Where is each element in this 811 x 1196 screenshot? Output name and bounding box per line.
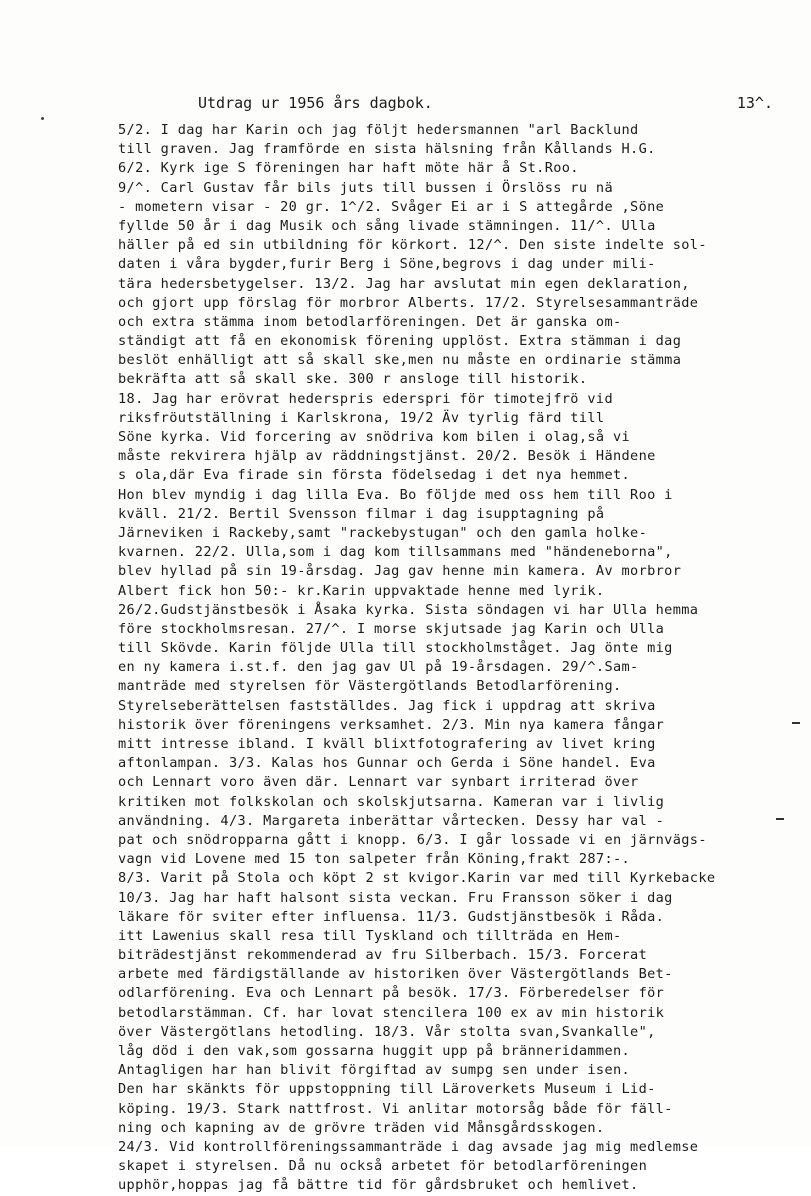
text-line: ning och kapning av de grövre träden vid Månsgårdsskogen. bbox=[118, 1119, 605, 1136]
page-title: Utdrag ur 1956 års dagbok. bbox=[198, 94, 433, 112]
text-line: Söne kyrka. Vid forcering av snödriva kom bilen i olag,så vi bbox=[118, 429, 631, 445]
text-line: odlarförening. Eva och Lennart på besök. 17/3. Förberedelser för bbox=[118, 985, 665, 1002]
text-line: riksfröutställning i Karlskrona, 19/2 Äv tyrlig färd till bbox=[118, 409, 605, 426]
text-line: och Lennart voro även där. Lennart var synbart irriterad över bbox=[118, 774, 639, 791]
text-line: användning. 4/3. Margareta inberättar vårtecken. Dessy har val - bbox=[118, 812, 665, 829]
text-line: en ny kamera i.st.f. den jag gav Ul på 19-årsdagen. 29/^.Sam- bbox=[118, 659, 639, 676]
page-number: 13^. bbox=[736, 94, 773, 112]
text-line: fyllde 50 år i dag Musik och sång livade stämningen. 11/^. Ulla bbox=[118, 217, 656, 234]
text-line: 6/2. Kyrk ige S föreningen har haft möte här å St.Roo. bbox=[118, 160, 579, 177]
text-line: arbete med färdigställande av historiken över Västergötlands Bet- bbox=[118, 966, 673, 983]
text-line: biträdestjänst rekommenderad av fru Silberbach. 15/3. Forcerat bbox=[118, 947, 648, 964]
text-line: låg död i den vak,som gossarna huggit upp på bränneridammen. bbox=[118, 1043, 631, 1059]
page-header bbox=[198, 92, 773, 114]
text-line: och gjort upp förslag för morbror Alberts. 17/2. Styrelsesammanträde bbox=[118, 294, 699, 311]
margin-dot bbox=[41, 117, 44, 120]
text-line: 10/3. Jag har haft halsont sista veckan. Fru Fransson söker i dag bbox=[118, 889, 673, 906]
text-line: 5/2. I dag har Karin och jag följt hedersmannen "arl Backlund bbox=[118, 122, 639, 138]
text-line: 9/^. Carl Gustav får bils juts till bussen i Örslöss ru nä bbox=[118, 179, 613, 196]
text-line: till graven. Jag framförde en sista hälsning från Kållands H.G. bbox=[118, 141, 656, 158]
text-line: Järneviken i Rackeby,samt "rackebystugan" och den gamla holke- bbox=[118, 524, 648, 541]
text-line: 26/2.Gudstjänstbesök i Åsaka kyrka. Sista söndagen vi har Ulla hemma bbox=[118, 601, 699, 618]
text-line: kritiken mot folkskolan och skolskjutsarna. Kameran var i livlig bbox=[118, 793, 665, 810]
text-line: köping. 19/3. Stark nattfrost. Vi anlitar motorsåg både för fäll- bbox=[118, 1100, 673, 1117]
text-line: ständigt att få en ekonomisk förening upplöst. Extra stämman i dag bbox=[118, 333, 682, 350]
diary-text bbox=[118, 121, 808, 1196]
text-line: kväll. 21/2. Bertil Svensson filmar i dag isupptagning på bbox=[118, 505, 605, 522]
text-line: upphör,hoppas jag få bättre tid för gårdsbruket och hemlivet. bbox=[118, 1177, 639, 1194]
text-line: över Västergötlans hetodling. 18/3. Vår stolta svan,Svankalle", bbox=[118, 1023, 656, 1040]
text-line: Albert fick hon 50:- kr.Karin uppvaktade henne med lyrik. bbox=[118, 582, 605, 599]
text-line: Styrelseberättelsen fastställdes. Jag fick i uppdrag att skriva bbox=[118, 697, 656, 714]
text-line: beslöt enhälligt att så skall ske,men nu måste en ordinarie stämma bbox=[118, 352, 682, 369]
text-line: Hon blev myndig i dag lilla Eva. Bo följde med oss hem till Roo i bbox=[118, 486, 673, 503]
text-line: skapet i styrelsen. Då nu också arbetet för betodlarföreningen bbox=[118, 1158, 648, 1175]
text-line: pat och snödropparna gått i knopp. 6/3. I går lossade vi en järnvägs- bbox=[118, 831, 707, 848]
text-line: historik över föreningens verksamhet. 2/3. Min nya kamera fångar bbox=[118, 716, 665, 733]
text-line: 18. Jag har erövrat hederspris ederspri för timotejfrö vid bbox=[118, 390, 613, 407]
text-line: tära hedersbetygelser. 13/2. Jag har avslutat min egen deklaration, bbox=[118, 275, 690, 292]
text-line: läkare för sviter efter influensa. 11/3. Gudstjänstbesök i Råda. bbox=[118, 908, 665, 925]
text-line: s ola,där Eva firade sin första födelsedag i det nya hemmet. bbox=[118, 467, 631, 484]
text-line: och extra stämma inom betodlarföreningen. Det är ganska om- bbox=[118, 313, 622, 330]
text-line: - mometern visar - 20 gr. 1^/2. Svåger Ei ar i S attegårde ,Söne bbox=[118, 198, 665, 215]
text-line: Antagligen har han blivit förgiftad av sumpg sen under isen. bbox=[118, 1062, 631, 1079]
text-line: 24/3. Vid kontrollföreningssammanträde i dag avsade jag mig medlemse bbox=[118, 1138, 699, 1155]
text-line: måste rekvirera hjälp av räddningstjänst. 20/2. Besök i Händene bbox=[118, 448, 656, 465]
text-line: Den har skänkts för uppstoppning till Läroverkets Museum i Lid- bbox=[118, 1081, 656, 1098]
text-line: till Skövde. Karin följde Ulla till stockholmståget. Jag önte mig bbox=[118, 640, 673, 657]
text-line: daten i våra bygder,furir Berg i Söne,begrovs i dag under mili- bbox=[118, 256, 656, 273]
text-line: bekräfta att så skall ske. 300 r ansloge till historik. bbox=[118, 371, 588, 388]
text-line: manträde med styrelsen för Västergötlands Betodlarförening. bbox=[118, 678, 622, 695]
text-line: betodlarstämman. Cf. har lovat stencilera 100 ex av min historik bbox=[118, 1004, 665, 1021]
text-line: blev hyllad på sin 19-årsdag. Jag gav henne min kamera. Av morbror bbox=[118, 563, 682, 580]
text-line: itt Lawenius skall resa till Tyskland och tillträda en Hem- bbox=[118, 927, 622, 944]
text-line: vagn vid Lovene med 15 ton salpeter från Köning,frakt 287:-. bbox=[118, 851, 631, 868]
text-line: 8/3. Varit på Stola och köpt 2 st kvigor.Karin var med till Kyrkebacke bbox=[118, 870, 716, 887]
text-line: före stockholmsresan. 27/^. I morse skjutsade jag Karin och Ulla bbox=[118, 620, 665, 637]
text-line: mitt intresse ibland. I kväll blixtfotografering av livet kring bbox=[118, 736, 656, 752]
text-line: aftonlampan. 3/3. Kalas hos Gunnar och Gerda i Söne handel. Eva bbox=[118, 755, 656, 772]
margin-dash bbox=[792, 722, 800, 724]
text-line: häller på ed sin utbildning för körkort. 12/^. Den siste indelte sol- bbox=[118, 237, 707, 254]
text-line: kvarnen. 22/2. Ulla,som i dag kom tillsammans med "händeneborna", bbox=[118, 544, 673, 561]
margin-dash bbox=[776, 818, 784, 820]
